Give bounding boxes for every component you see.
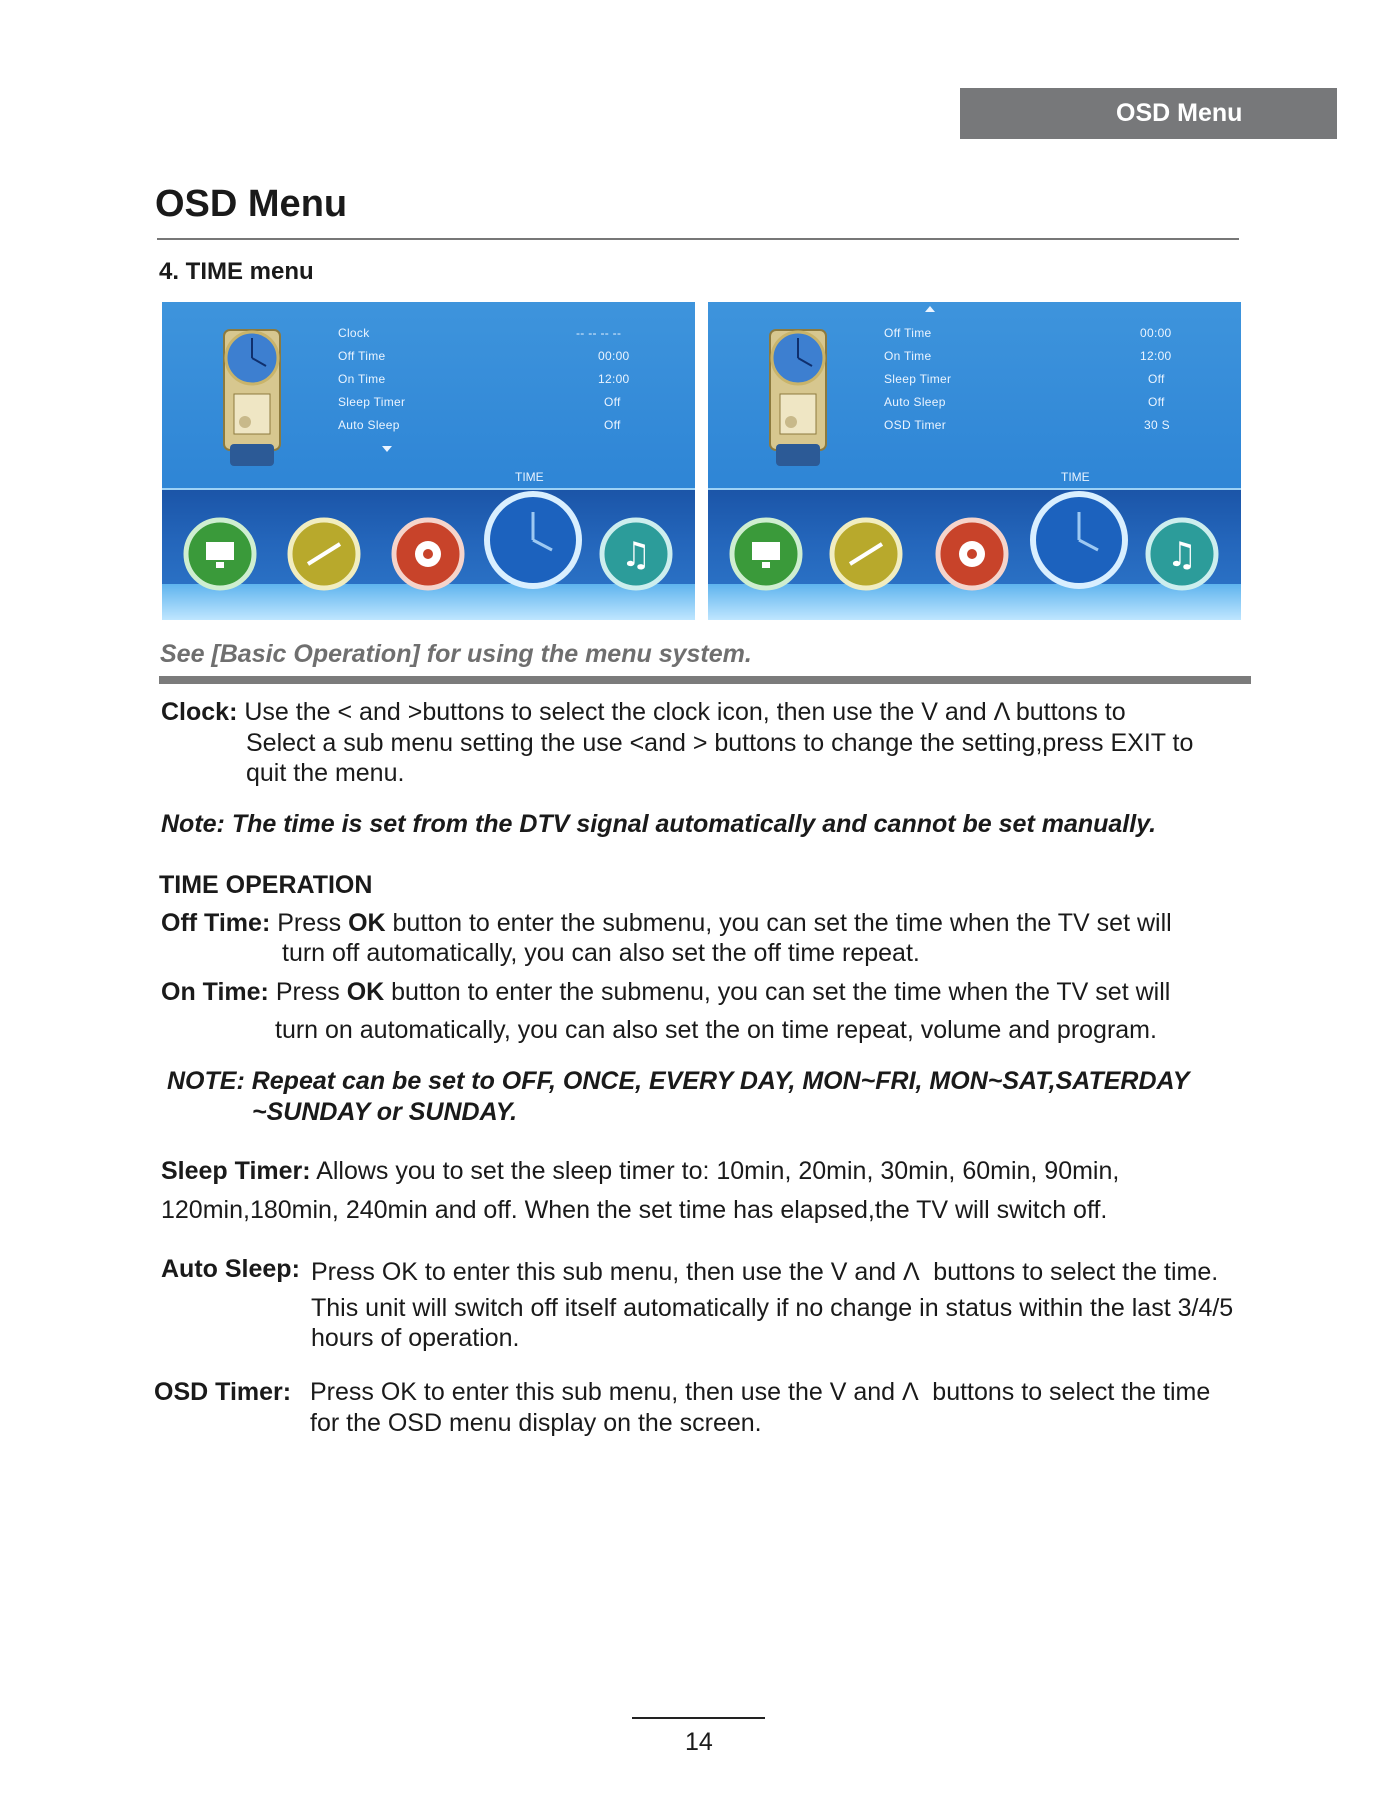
auto-sleep-text: Press OK to enter this sub menu, then use the V and <box>311 1258 897 1286</box>
osd-menu-label: TIME <box>515 470 544 484</box>
off-time-text: Press <box>277 909 342 937</box>
note-repeat-line-1: NOTE: Repeat can be set to OFF, ONCE, EVERY DAY, MON~FRI, MON~SAT,SATERDAY <box>167 1067 1190 1095</box>
header-section-tab: OSD Menu <box>960 88 1337 139</box>
tv-menu-screenshot-left: Clock -- -- -- -- Off Time 00:00 On Time 12:00 Sleep Timer Off Auto Sleep Off TIME ♫ <box>162 302 695 620</box>
footer-rule <box>632 1717 765 1719</box>
sound-effect-icon <box>290 520 358 588</box>
ok-key-label: OK <box>348 909 386 937</box>
clock-tower-icon <box>220 322 283 472</box>
page-number: 14 <box>685 1728 713 1756</box>
setup-gear-icon <box>938 520 1006 588</box>
osd-timer-line-2: for the OSD menu display on the screen. <box>310 1409 762 1437</box>
clock-line-1 <box>161 697 1126 728</box>
osd-timer-term: OSD Timer: <box>154 1378 292 1406</box>
osd-timer-text: Press OK to enter this sub menu, then use the V and <box>310 1378 896 1406</box>
on-time-line-1 <box>161 977 1170 1008</box>
clock-text: buttons to <box>1015 698 1126 726</box>
down-arrow-symbol: V <box>921 698 938 726</box>
page-title: OSD Menu <box>155 183 348 225</box>
time-operation-heading: TIME OPERATION <box>159 871 373 899</box>
off-time-text: button to enter the submenu, you can set the time when the TV set will <box>392 909 1172 937</box>
right-arrow-symbol: > <box>407 698 423 726</box>
caption-basic-operation: See [Basic Operation] for using the menu system. <box>160 640 752 668</box>
auto-sleep-line-1 <box>311 1257 1218 1288</box>
clock-line-3: quit the menu. <box>246 759 405 787</box>
music-icon <box>602 520 670 588</box>
up-arrow-symbol: Λ <box>903 1258 919 1286</box>
osd-timer-line-1 <box>310 1377 1210 1408</box>
off-time-line-1 <box>161 908 1172 939</box>
svg-text:♫: ♫ <box>620 535 652 575</box>
clock-line-2: Select a sub menu setting the use <and > buttons to change the setting,press EXIT to <box>246 729 1194 757</box>
sleep-timer-term: Sleep Timer: <box>161 1157 311 1185</box>
music-icon <box>1148 520 1216 588</box>
clock-text: buttons to select the clock icon, then use the <box>422 698 915 726</box>
up-arrow-symbol: Λ <box>993 698 1009 726</box>
tv-menu-screenshot-right: Off Time 00:00 On Time 12:00 Sleep Timer Off Auto Sleep Off OSD Timer 30 S TIME ♫ <box>708 302 1241 620</box>
clock-text: and <box>359 698 401 726</box>
caption-divider <box>159 676 1251 684</box>
scroll-down-arrow-icon <box>382 446 392 452</box>
setup-gear-icon <box>394 520 462 588</box>
on-time-term: On Time: <box>161 978 269 1006</box>
sleep-timer-line-1 <box>161 1156 1119 1187</box>
osd-menu-label: TIME <box>1061 470 1090 484</box>
auto-sleep-line-3: hours of operation. <box>311 1324 520 1352</box>
picture-icon <box>186 520 254 588</box>
osd-timer-text: buttons to select the time <box>932 1378 1211 1406</box>
auto-sleep-line-2: This unit will switch off itself automatically if no change in status within the last 3/4/5 <box>311 1294 1234 1322</box>
menu-icons-row <box>708 490 1241 620</box>
on-time-text: button to enter the submenu, you can set the time when the TV set will <box>391 978 1171 1006</box>
auto-sleep-text: buttons to select the time. <box>933 1258 1219 1286</box>
on-time-line-2: turn on automatically, you can also set the on time repeat, volume and program. <box>275 1016 1157 1044</box>
clock-text: Use the <box>244 698 331 726</box>
off-time-term: Off Time: <box>161 909 271 937</box>
clock-term: Clock: <box>161 698 238 726</box>
auto-sleep-term: Auto Sleep: <box>161 1255 300 1283</box>
time-clock-icon <box>1033 494 1125 586</box>
menu-icons-row <box>162 490 695 620</box>
picture-icon <box>732 520 800 588</box>
up-arrow-symbol: Λ <box>902 1378 918 1406</box>
on-time-text: Press <box>275 978 340 1006</box>
sleep-timer-line-2: 120min,180min, 240min and off. When the set time has elapsed,the TV will switch off. <box>161 1196 1108 1224</box>
ok-key-label: OK <box>346 978 385 1006</box>
section-title: 4. TIME menu <box>159 258 314 285</box>
sleep-timer-text: Allows you to set the sleep timer to: 10min, 20min, 30min, 60min, 90min, <box>316 1157 1120 1185</box>
scroll-up-arrow-icon <box>925 306 935 312</box>
sound-effect-icon <box>832 520 900 588</box>
off-time-line-2: turn off automatically, you can also set the off time repeat. <box>282 939 920 967</box>
svg-text:♫: ♫ <box>1166 535 1198 575</box>
left-arrow-symbol: < <box>337 698 353 726</box>
time-clock-icon <box>487 494 579 586</box>
clock-tower-icon <box>766 322 829 472</box>
note-dtv-time: Note: The time is set from the DTV signal automatically and cannot be set manually. <box>161 810 1157 838</box>
note-repeat-line-2: ~SUNDAY or SUNDAY. <box>252 1098 518 1126</box>
clock-text: and <box>944 698 987 726</box>
title-divider <box>157 238 1239 240</box>
